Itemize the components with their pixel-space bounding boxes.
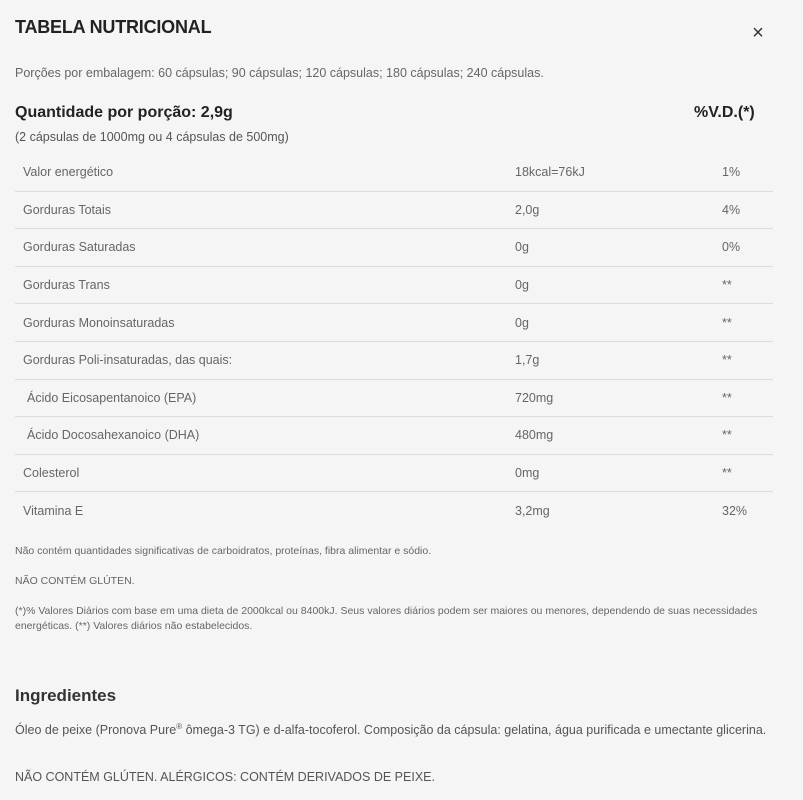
- table-row: [15, 154, 773, 191]
- portion-title: Quantidade por porção: 2,9g: [15, 104, 233, 121]
- nutrient-name: Ácido Eicosapentanoico (EPA): [15, 379, 515, 417]
- table-row: [15, 304, 773, 342]
- vd-header: %V.D.(*): [694, 104, 755, 121]
- nutrient-amount: 2,0g: [515, 191, 722, 229]
- nutrient-amount: 0g: [515, 304, 722, 342]
- nutrient-vd: **: [722, 304, 773, 342]
- nutrient-name: Gorduras Monoinsaturadas: [15, 304, 515, 342]
- nutrient-name: Ácido Docosahexanoico (DHA): [15, 417, 515, 455]
- close-icon[interactable]: ×: [752, 22, 764, 44]
- allergens-note: NÃO CONTÉM GLÚTEN. ALÉRGICOS: CONTÉM DERIVADOS DE PEIXE.: [15, 770, 435, 784]
- not-significant-note: Não contém quantidades significativas de carboidratos, proteínas, fibra alimentar e sódio.: [15, 545, 432, 557]
- table-row: [15, 417, 773, 455]
- nutrient-vd: 1%: [722, 154, 773, 191]
- table-row: [15, 341, 773, 379]
- nutrient-vd: **: [722, 266, 773, 304]
- nutrient-vd: **: [722, 379, 773, 417]
- nutrient-amount: 720mg: [515, 379, 722, 417]
- table-row: [15, 492, 773, 529]
- servings-text: Porções por embalagem: 60 cápsulas; 90 cápsulas; 120 cápsulas; 180 cápsulas; 240 cápsulas.: [15, 66, 544, 80]
- page-title: TABELA NUTRICIONAL: [15, 17, 212, 37]
- daily-values-note: (*)% Valores Diários com base em uma dieta de 2000kcal ou 8400kJ. Seus valores diários podem ser maiores ou menores, dependendo de suas necessidades energéticas. (**) Valores diários não estabelecidos.: [15, 605, 758, 632]
- ingredients-text-start: Óleo de peixe (Pronova Pure: [15, 723, 177, 738]
- nutrient-amount: 480mg: [515, 417, 722, 455]
- nutrient-amount: 3,2mg: [515, 503, 550, 518]
- nutrient-name: Gorduras Poli-insaturadas, das quais:: [15, 341, 515, 379]
- nutrient-name: Gorduras Totais: [15, 191, 515, 229]
- nutrient-name: Vitamina E: [23, 503, 84, 518]
- nutrient-vd: 32%: [722, 503, 748, 518]
- nutrient-name: Gorduras Saturadas: [15, 229, 515, 267]
- nutrient-vd: 4%: [722, 191, 773, 229]
- registered-mark: ®: [176, 722, 183, 731]
- nutrient-vd: **: [722, 341, 773, 379]
- table-row: [15, 379, 773, 417]
- portion-subtitle: (2 cápsulas de 1000mg ou 4 cápsulas de 500mg): [15, 130, 289, 144]
- nutrition-table: [15, 154, 773, 529]
- nutrient-amount: 0g: [515, 229, 722, 267]
- nutrient-name: Gorduras Trans: [15, 266, 515, 304]
- table-row: [15, 454, 773, 492]
- nutrient-amount: 1,7g: [515, 341, 722, 379]
- table-row: [15, 266, 773, 304]
- nutrient-amount: 0g: [515, 266, 722, 304]
- ingredients-text-end: ômega-3 TG) e d-alfa-tocoferol. Composição da cápsula: gelatina, água purificada e umectante glicerina.: [182, 723, 767, 738]
- table-row: [15, 229, 773, 267]
- nutrient-vd: **: [722, 417, 773, 455]
- ingredients-text: [15, 718, 775, 739]
- nutrient-amount: 18kcal=76kJ: [515, 154, 722, 191]
- nutrient-vd: **: [722, 454, 773, 492]
- nutrient-vd: 0%: [722, 229, 773, 267]
- nutrient-name: Valor energético: [15, 154, 515, 191]
- nutrient-name: Colesterol: [15, 454, 515, 492]
- ingredients-title: Ingredientes: [15, 686, 117, 705]
- gluten-note: NÃO CONTÉM GLÚTEN.: [15, 575, 135, 587]
- table-row: [15, 191, 773, 229]
- nutrient-amount: 0mg: [515, 454, 722, 492]
